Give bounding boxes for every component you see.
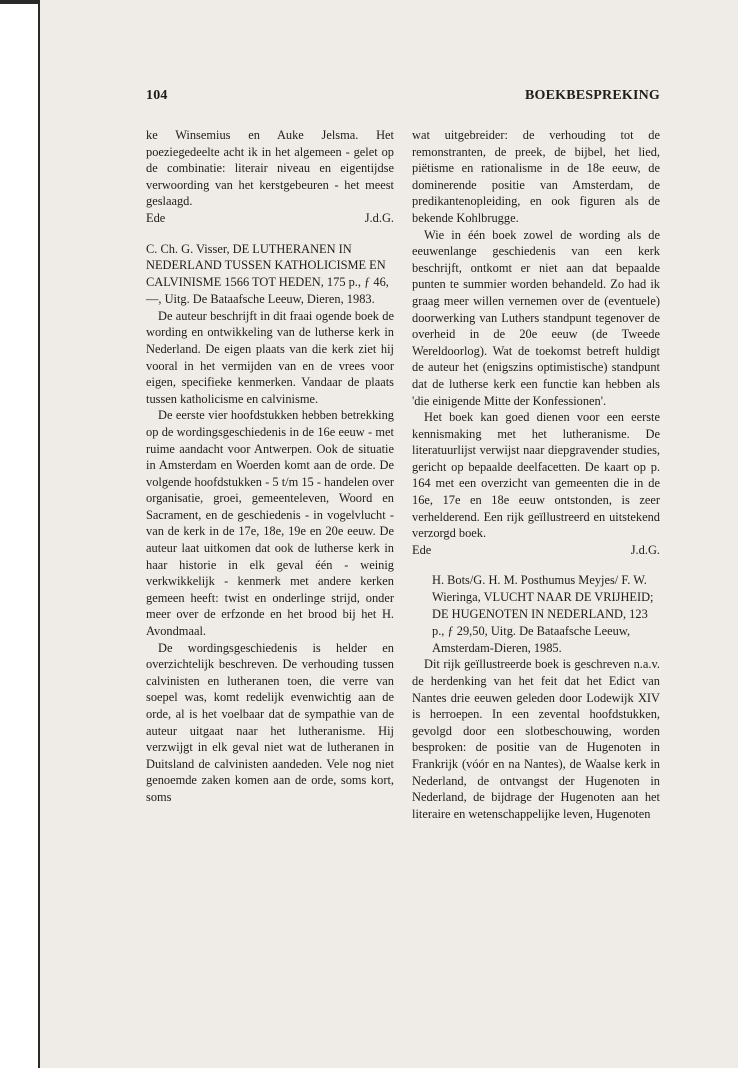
paragraph: Wie in één boek zowel de wording als de eeuwenlange geschiedenis van een kerk beschrijft, ontkomt er niet aan dat bepaalde punten te summier worden behandeld. Zo had ik graag meer willen vernemen over de (eventuele) doorwerking van Luthers standpunt tegenover de overheid in de 20e eeuw (de Tweede Wereldoorlog). Wat de toekomst betreft huldigt de auteur het (enigszins optimistische) standpunt dat de lutherse kerk een functie kan hebben als 'die einigende Mitte der Konfessionen'. — [412, 227, 660, 408]
right-column — [412, 127, 660, 822]
page-header — [146, 88, 660, 108]
paragraph: De auteur beschrijft in dit fraai ogende boek de wording en ontwikkeling van de lutherse kerk in Nederland. De eigen plaats van die kerk ziet hij vooral in het vermijden van en de vrees voor eigen, specifieke kenmerken. Vandaar de plaats tussen katholicisme en calvinisme. — [146, 308, 394, 406]
paragraph: De eerste vier hoofdstukken hebben betrekking op de wordingsgeschiedenis in de 16e eeuw - met ruime aandacht voor Antwerpen. Ook de situatie in Amsterdam en Woerden komt aan de orde. De volgende hoofdstukken - 5 t/m 15 - handelen over organisatie, groei, gemeenteleven, Woord en Sacrament, en de geschiedenis - in vogelvlucht - van de kerk in de 17e, 18e, 19e en 20e eeuw. De auteur laat uitkomen dat ook de lutherse kerk in haar historie in elk geval één - weinig verkwikkelijk - kenmerk met andere kerken gemeen heeft: twist en onderlinge strijd, onder meer over de erfzonde en het brood bij het H. Avondmaal. — [146, 408, 394, 639]
page-number: 104 — [146, 88, 168, 103]
signature-initials: J.d.G. — [630, 542, 660, 557]
paragraph: Dit rijk geïllustreerde boek is geschreven n.a.v. de herdenking van het feit dat het Edict van Nantes drie eeuwen geleden door Lodewijk XIV is herroepen. In een zevental hoofdstukken, gevolgd door een slotbeschouwing, worden besproken: de positie van de Hugenoten in Frankrijk (vóór en na Nantes), de Waalse kerk in Nederland, de ontvangst der Hugenoten in Nederland, de bijdrage der Hugenoten aan het literaire en wetenschappelijke leven, Hugenoten — [412, 657, 660, 821]
signature-place: Ede — [412, 542, 432, 557]
book-reference: H. Bots/G. H. M. Posthumus Meyjes/ F. W. Wieringa, VLUCHT NAAR DE VRIJHEID; DE HUGENOTEN IN NEDERLAND, 123 p., ƒ 29,50, Uitg. De Bataafsche Leeuw, Amsterdam-Dieren, 1985. — [432, 573, 654, 655]
running-head: BOEKBESPREKING — [524, 88, 660, 103]
left-column — [146, 127, 394, 806]
paragraph: De wordingsgeschiedenis is helder en overzichtelijk beschreven. De verhouding tussen calvinisten en lutheranen toen, die verre van soepel was, komt redelijk evenwichtig aan de orde, al is het voelbaar dat de sympathie van de auteur uitgaat naar het lutheranisme. Hij verzwijgt in elk geval niet wat de lutheranen in Duitsland de calvinisten aandeden. Vele nog niet genoemde zaken komen aan de orde, soms kort, soms — [146, 640, 394, 804]
paragraph: wat uitgebreider: de verhouding tot de remonstranten, de preek, de bijbel, het lied, piëtisme en rationalisme in de 18e eeuw, de dominerende positie van Amsterdam, de predikantenopleiding, en ook figuren als de bekende Kohlbrugge. — [412, 128, 660, 225]
signature — [146, 210, 394, 227]
book-reference: C. Ch. G. Visser, DE LUTHERANEN IN NEDERLAND TUSSEN KATHOLICISME EN CALVINISME 1566 TOT HEDEN, 175 p., ƒ 46,—, Uitg. De Bataafsche Leeuw, Dieren, 1983. — [146, 241, 389, 306]
signature — [412, 542, 660, 559]
paragraph: ke Winsemius en Auke Jelsma. Het poeziegedeelte acht ik in het algemeen - gelet op de combinatie: literair niveau en eigentijdse verwoording van het kerstgebeuren - het meest geslaagd. — [146, 128, 394, 209]
signature-initials: J.d.G. — [364, 210, 394, 225]
signature-place: Ede — [146, 210, 166, 225]
paragraph: Het boek kan goed dienen voor een eerste kennismaking met het lutheranisme. De literatuurlijst verwijst naar diepgravender studies, gericht op bepaalde deelfacetten. De kaart op p. 164 met een overzicht van gemeenten die in de 16e, 17e en 18e eeuw ontstonden, is zeer verhelderend. Een rijk geïllustreerd en uitstekend verzorgd boek. — [412, 410, 660, 541]
